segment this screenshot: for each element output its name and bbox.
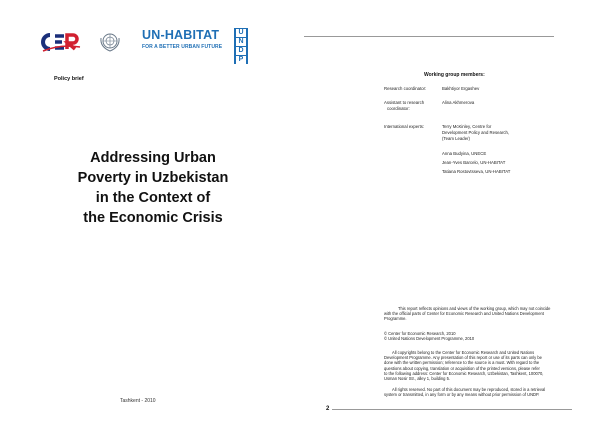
member-value bbox=[442, 124, 532, 175]
habitat-title: UN-HABITAT bbox=[142, 28, 220, 42]
expert-line: (Team Leader) bbox=[442, 136, 470, 141]
top-divider bbox=[304, 36, 554, 37]
member-label: International experts: bbox=[384, 124, 425, 129]
policy-brief-label: Policy brief bbox=[54, 76, 84, 82]
text-line: © Center for Economic Research, 2010 bbox=[384, 331, 456, 336]
document-title bbox=[40, 148, 266, 228]
text-line: questions about copying, translation or acquisition of the printed versions, please refer bbox=[384, 365, 540, 371]
reserved-note bbox=[384, 387, 572, 397]
un-habitat-logo bbox=[142, 28, 226, 62]
undp-letter: N bbox=[236, 38, 246, 46]
disclaimer-note bbox=[384, 306, 572, 322]
title-line: in the Context of bbox=[95, 190, 211, 206]
undp-letter: U bbox=[236, 29, 246, 37]
text-line: Development Programme. Any presentation of this report or use of its parts can only be bbox=[384, 355, 542, 361]
expert-line: Jean-Yves Barcelo, UN-HABITAT bbox=[442, 160, 506, 165]
title-line: the Economic Crisis bbox=[83, 210, 223, 226]
un-emblem-icon bbox=[98, 30, 122, 54]
text-line: Programme. bbox=[384, 316, 407, 322]
copyright-note bbox=[384, 331, 572, 341]
expert-line: Tatiana Rostovtsseva, UN-HABITAT bbox=[442, 169, 511, 174]
working-group-heading: Working group members: bbox=[424, 72, 485, 78]
ceer-logo-icon bbox=[40, 32, 82, 52]
text-line: © United Nations Development Programme, 2010 bbox=[384, 336, 475, 342]
habitat-subtitle: FOR A BETTER URBAN FUTURE bbox=[142, 44, 223, 50]
title-line: Addressing Urban bbox=[90, 150, 216, 166]
text-line: to the following address: Center for Economic Research, Uzbekistan, Tashkent, 100070, bbox=[384, 370, 544, 376]
expert-line: Development Policy and Research, bbox=[442, 130, 510, 135]
text-line: Usman Nosir Str., alley 1, building 5. bbox=[384, 376, 450, 382]
text-line: done with the written permission; reference to the source is a must. With regard to the bbox=[384, 360, 540, 366]
member-label: Research coordinator: bbox=[384, 86, 427, 91]
undp-letter: P bbox=[236, 56, 246, 64]
undp-logo bbox=[234, 28, 248, 64]
right-page bbox=[300, 0, 600, 432]
title-line: Poverty in Uzbekistan bbox=[77, 170, 229, 186]
page-number: 2 bbox=[326, 406, 330, 412]
member-label-line: coordinator: bbox=[387, 106, 410, 111]
text-line: This report reflects opinions and views of the working group, which may not coincide bbox=[398, 306, 551, 311]
member-value: Alina Akhmerova bbox=[442, 100, 475, 105]
text-line: with the official parts of Center for Economic Research and United Nations Development bbox=[384, 311, 544, 317]
expert-line: Terry McKinley, Centre for bbox=[442, 124, 492, 129]
place-date: Tashkent - 2010 bbox=[120, 398, 156, 404]
member-value: Bakhtiyor Ergashev bbox=[442, 86, 480, 91]
text-line: All copyrights belong to the Center for Economic Research and United Nations bbox=[392, 350, 535, 355]
bottom-divider bbox=[332, 409, 572, 410]
member-label bbox=[384, 100, 436, 112]
expert-line: Anna Budyina, UNECE bbox=[442, 151, 487, 156]
rights-note bbox=[384, 350, 572, 381]
member-label-line: Assistant to research bbox=[384, 100, 425, 105]
text-line: system or transmitted, in any form or by any means without prior permission of UNDP. bbox=[384, 392, 540, 398]
text-line: All rights reserved. No part of this document may be reproduced, stored in a retrieval bbox=[392, 387, 546, 392]
undp-letter: D bbox=[236, 47, 246, 55]
